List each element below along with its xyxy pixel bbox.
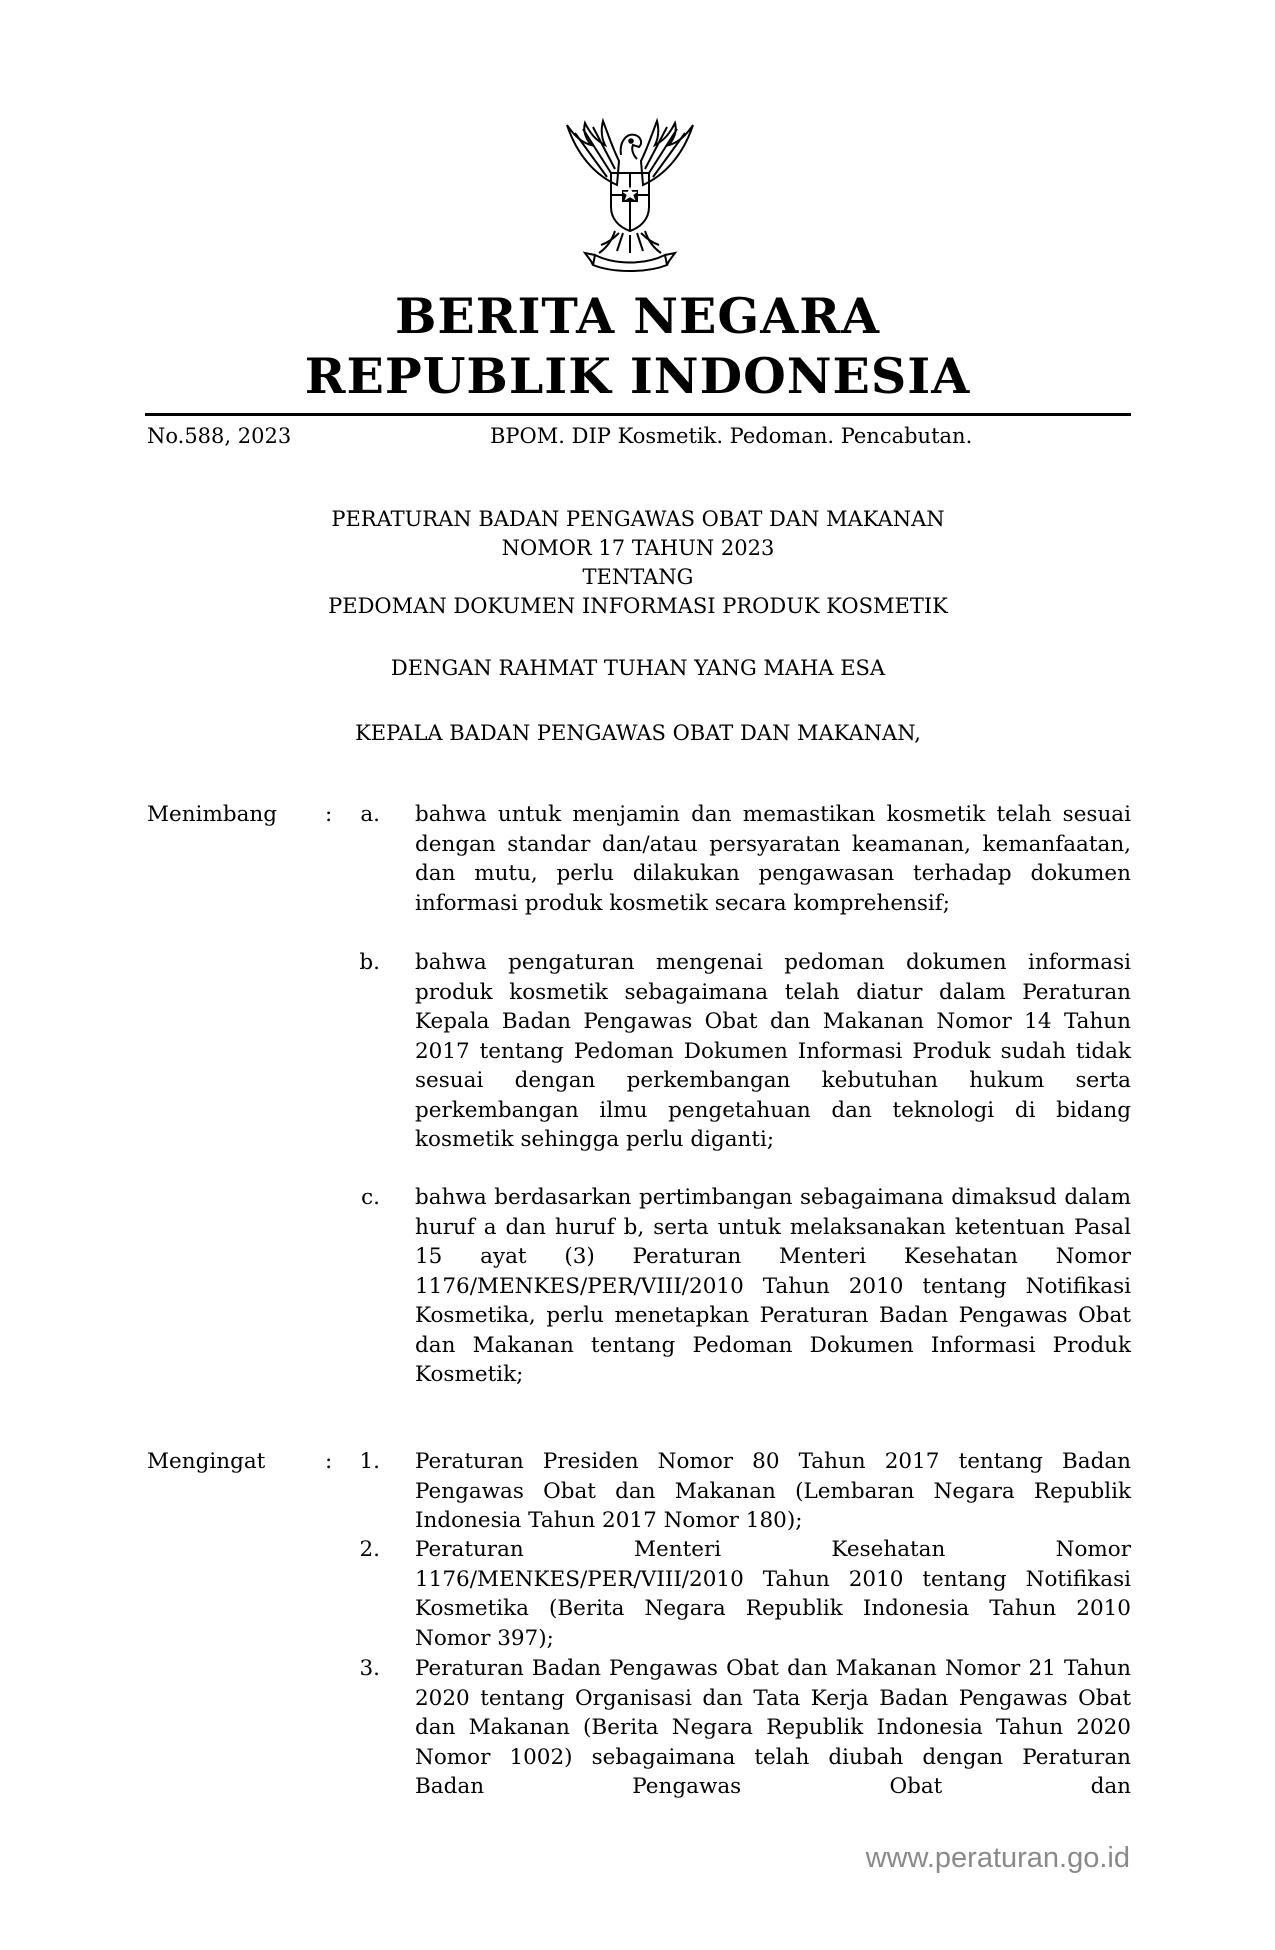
title-line-2: NOMOR 17 TAHUN 2023 <box>501 536 775 560</box>
title-line-1: PERATURAN BADAN PENGAWAS OBAT DAN MAKANAN <box>331 507 945 531</box>
mengingat-label: Mengingat <box>147 1449 266 1474</box>
preamble-rahmat: DENGAN RAHMAT TUHAN YANG MAHA ESA <box>390 656 886 680</box>
mengingat-marker-1: 1. <box>359 1449 380 1474</box>
garuda-emblem-icon <box>555 115 705 275</box>
menimbang-label: Menimbang <box>147 802 278 827</box>
mengingat-item-1: Peraturan Presiden Nomor 80 Tahun 2017 tentang Badan Pengawas Obat dan Makanan (Lembaran Negara Republik Indonesia Tahun 2017 Nomor 180); <box>415 1449 1131 1533</box>
gazette-number: No.588, 2023 <box>147 424 292 448</box>
gazette-topics: BPOM. DIP Kosmetik. Pedoman. Pencabutan. <box>490 424 973 448</box>
preamble-kepala: KEPALA BADAN PENGAWAS OBAT DAN MAKANAN, <box>355 721 921 745</box>
header-divider <box>145 413 1131 416</box>
menimbang-marker-b: b. <box>359 950 380 975</box>
mengingat-marker-2: 2. <box>359 1537 380 1562</box>
mengingat-colon: : <box>325 1449 333 1474</box>
menimbang-colon: : <box>325 802 333 827</box>
mengingat-item-3: Peraturan Badan Pengawas Obat dan Makanan Nomor 21 Tahun 2020 tentang Organisasi dan Tata Kerja Badan Pengawas Obat dan Makanan (Berita Negara Republik Indonesia Tahun 2020 Nomor 1002) sebagaimana telah diubah dengan Peraturan Badan Pengawas Obat dan <box>415 1656 1131 1799</box>
mengingat-marker-3: 3. <box>359 1656 380 1681</box>
mengingat-item-2: Peraturan Menteri Kesehatan Nomor 1176/MENKES/PER/VIII/2010 Tahun 2010 tentang Notifikasi Kosmetika (Berita Negara Republik Indonesia Tahun 2010 Nomor 397); <box>415 1537 1131 1651</box>
title-line-3: TENTANG <box>582 565 694 589</box>
menimbang-item-b: bahwa pengaturan mengenai pedoman dokumen informasi produk kosmetik sebagaimana telah diatur dalam Peraturan Kepala Badan Pengawas Obat dan Makanan Nomor 14 Tahun 2017 tentang Pedoman Dokumen Informasi Produk sudah tidak sesuai dengan perkembangan kebutuhan hukum serta perkembangan ilmu pengetahuan dan teknologi di bidang kosmetik sehingga perlu diganti; <box>415 950 1131 1152</box>
regulation-title <box>145 505 1131 621</box>
menimbang-item-c: bahwa berdasarkan pertimbangan sebagaimana dimaksud dalam huruf a dan huruf b, serta untuk melaksanakan ketentuan Pasal 15 ayat (3) Peraturan Menteri Kesehatan Nomor 1176/MENKES/PER/VIII/2010 Tahun 2010 tentang Notifikasi Kosmetika, perlu menetapkan Peraturan Badan Pengawas Obat dan Makanan tentang Pedoman Dokumen Informasi Produk Kosmetik; <box>415 1185 1131 1387</box>
title-line-4: PEDOMAN DOKUMEN INFORMASI PRODUK KOSMETIK <box>328 594 948 618</box>
masthead-title-line1: BERITA NEGARA <box>394 287 880 345</box>
menimbang-marker-c: c. <box>361 1185 380 1210</box>
menimbang-item-a: bahwa untuk menjamin dan memastikan kosmetik telah sesuai dengan standar dan/atau persyaratan keamanan, kemanfaatan, dan mutu, perlu dilakukan pengawasan terhadap dokumen informasi produk kosmetik secara komprehensif; <box>415 802 1131 916</box>
footer-website-link[interactable]: www.peraturan.go.id <box>865 1842 1130 1874</box>
menimbang-marker-a: a. <box>360 802 380 827</box>
masthead-title-line2: REPUBLIK INDONESIA <box>304 347 971 405</box>
